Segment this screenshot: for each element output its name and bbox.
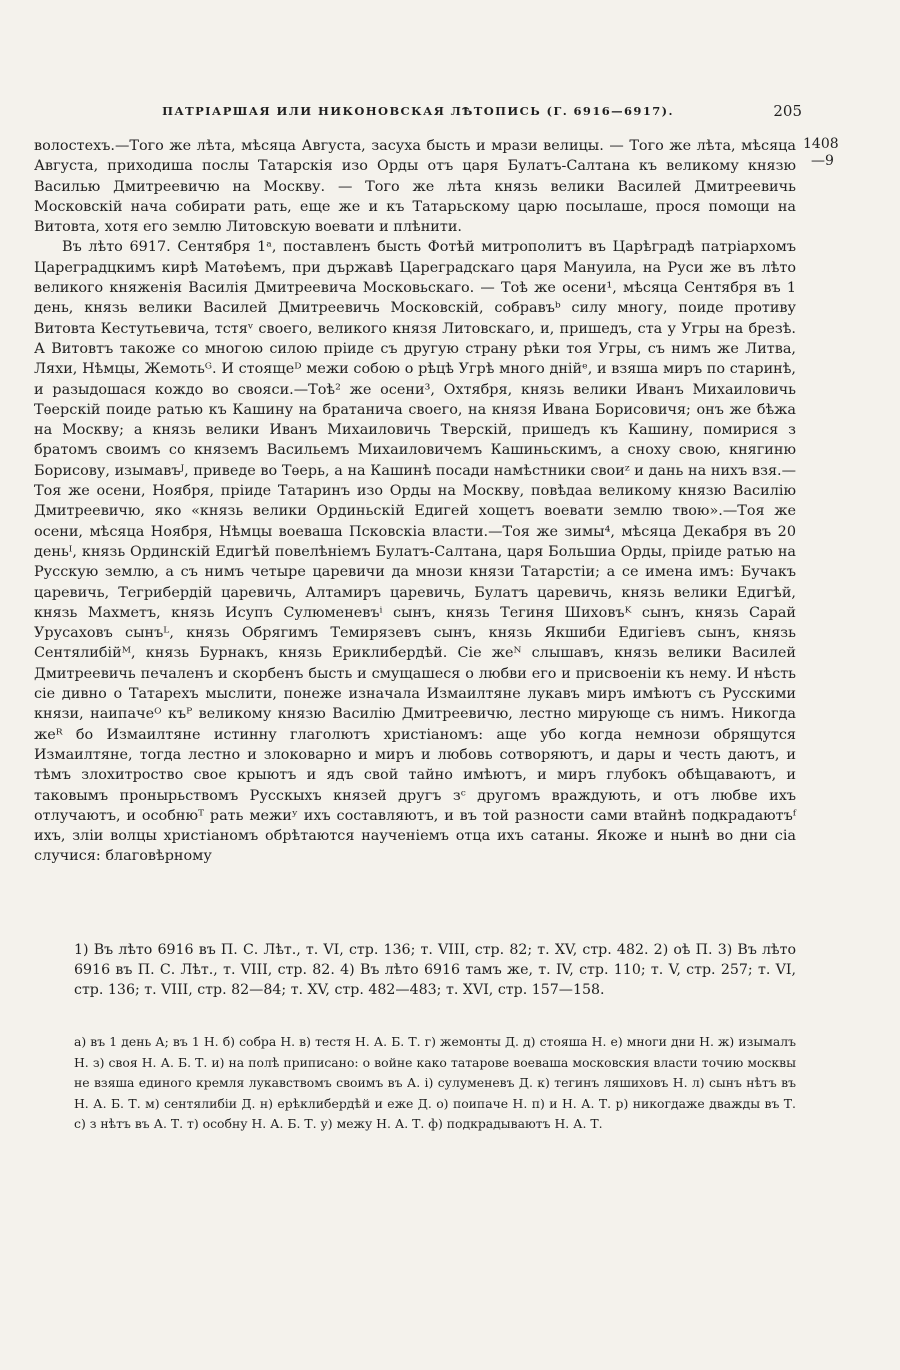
- margin-year-end: —9: [811, 153, 834, 169]
- paragraph: волостехъ.—Того же лѣта, мѣсяца Августа, засуха бысть и мрази велицы. — Того же лѣта, мѣсяца Августа, приходиша послы Татарскія изо Орды отъ царя Булатъ-Салтана къ великому князю Василью Дмитреевичю на Москву. — Того же лѣта князь велики Василей Дмитреевичь Московскій нача собирати рать, еще же и къ Татарьскому царю посылаше, прося помощи на Витовта, хотя его землю Литовскую воевати и плѣнити.: [34, 138, 796, 236]
- margin-year-start: 1408: [803, 136, 839, 152]
- variant-note: а) въ 1 день А; въ 1 Н. б) собра Н. в) тестя Н. А. Б. Т. г) жемонты Д. д) стояша Н. е) многи дни Н. ж) изымалъ Н. з) своя Н. А. Б. Т. и) на полѣ приписано: о войне како татарове воеваша московския власти точию москвы не взяша единого кремля лукавствомъ своимъ въ А. і) сулуменевъ Д. к) тегинъ ляшиховъ Н. л) сынъ нѣтъ въ Н. А. Б. Т. м) сентялибіи Д. н) ерѣклибердѣй и еже Д. о) поипаче Н. п) и Н. А. Т. р) никогдаже дважды въ Т. с) з нѣтъ въ А. Т. т) особну Н. А. Б. Т. у) межу Н. А. Т. ф) подкрадываютъ Н. А. Т.: [74, 1034, 796, 1131]
- paragraph: Въ лѣто 6917. Сентября 1ᵃ, поставленъ бысть Фотѣй митрополитъ въ Царѣградѣ патріархомъ Цареградцкимъ кирѣ Матѳѣемъ, при държавѣ Цареградскаго царя Мануила, на Руси же въ лѣто великого княженія Василія Дмитреевича Московьскаго. — Тоѣ же осени¹, мѣсяца Сентября въ 1 день, князь велики Василей Дмитреевичь Московскій, собравъᵇ силу многу, поиде противу Витовта Кестутьевича, тстяᵛ своего, великого князя Литовскаго, и, пришедъ, ста у Угры на брезѣ. А Витовтъ такоже со многою силою пріиде съ другую страну рѣки тоя Угры, съ нимъ же Литва, Ляхи, Нѣмцы, Жемотьᴳ. И стоящеᴰ межи собою о рѣцѣ Угрѣ много днійᵉ, и взяша миръ по старинѣ, и разыдошася кождо во свояси.—Тоѣ² же осени³, Охтября, князь велики Иванъ Михаиловичь Тѳерскій поиде ратью къ Кашину на братанича своего, на князя Ивана Борисовичя; онъ же бѣжа на Москву; а князь велики Иванъ Михаиловичь Тверскій, пришедъ къ Кашину, помирися з братомъ своимъ со княземъ Васильемъ Михаиловичемъ Кашиньскимъ, а сноху свою, княгиню Борисову, изымавъᴶ, приведе во Тѳерь, а на Кашинѣ посади намѣстники своиᶻ и дань на нихъ взя.—Тоя же осени, Ноября, пріиде Татаринъ изо Орды на Москву, повѣдаа великому князю Василію Дмитреевичю, яко «князь велики Ординьскій Едигей хощетъ воевати землю твою».—Тоя же осени, мѣсяца Ноября, Нѣмцы воеваша Псковскіа власти.—Тоя же зимы⁴, мѣсяца Декабря въ 20 деньᴵ, князь Ординскій Едигѣй повелѣніемъ Булатъ-Салтана, царя Большиа Орды, пріиде ратью на Русскую землю, а съ нимъ четыре царевичи да мнози князи Татарстіи; а се имена имъ: Бучакъ царевичь, Тегрибердій царевичь, Алтамиръ царевичь, Булатъ царевичь, князь велики Едигѣй, князь Махметъ, князь Исупъ Сулюменевъⁱ сынъ, князь Тегиня Шиховъᴷ сынъ, князь Сарай Урусаховъ сынъᴸ, князь Обрягимъ Темирязевъ сынъ, князь Якшиби Едигіевъ сынъ, князь Сентялибійᴹ, князь Бурнакъ, князь Ериклибердѣй. Сіе жеᴺ слышавъ, князь велики Василей Дмитреевичь печаленъ и скорбенъ бысть и смущашеся о любви его и присвоеніи къ нему. И нѣсть сіе дивно о Татарехъ мыслити, понеже изначала Измаилтяне лукавъ миръ имѣютъ съ Русскими князи, наипачеᴼ къᴾ великому князю Василію Дмитреевичю, лестно мирующе съ нимъ. Никогда жеᴿ бо Измаилтяне истинну глаголютъ христіаномъ: аще убо когда немнози обрящутся Измаилтяне, тогда лестно и злоковарно и миръ и любовь сотворяютъ, и дары и честь даютъ, и тѣмъ злохитроство свое крыютъ и ядъ свой тайно имѣютъ, и миръ глубокъ обѣщаваютъ, и таковымъ пронырьствомъ Русскыхъ князей другъ зᶜ другомъ враждують, и отъ любве ихъ отлучаютъ, и особнюᵀ рать межиʸ ихъ составляютъ, и въ той разности сами втайнѣ подкрадаютъᶠ ихъ, зліи волцы христіаномъ обрѣтаются наученіемъ отца ихъ сатаны. Якоже и нынѣ во дни сіа случися: благовѣрному: [34, 239, 796, 865]
- margin-year-note: [803, 136, 839, 170]
- variant-readings: [74, 1032, 796, 1135]
- main-text: [34, 136, 796, 867]
- running-title: ПАТРІАРШАЯ ИЛИ НИКОНОВСКАЯ ЛѢТОПИСЬ (Г. 6916—6917).: [162, 104, 674, 118]
- footnotes: [74, 940, 796, 1000]
- running-header: [34, 102, 802, 122]
- page-number: 205: [773, 102, 802, 120]
- footnote: 1) Въ лѣто 6916 въ П. С. Лѣт., т. VI, стр. 136; т. VIII, стр. 82; т. XV, стр. 482. 2) оѣ П. 3) Въ лѣто 6916 въ П. С. Лѣт., т. VIII, стр. 82. 4) Въ лѣто 6916 тамъ же, т. IV, стр. 110; т. V, стр. 257; т. VI, стр. 136; т. VIII, стр. 82—84; т. XV, стр. 482—483; т. XVI, стр. 157—158.: [74, 942, 796, 998]
